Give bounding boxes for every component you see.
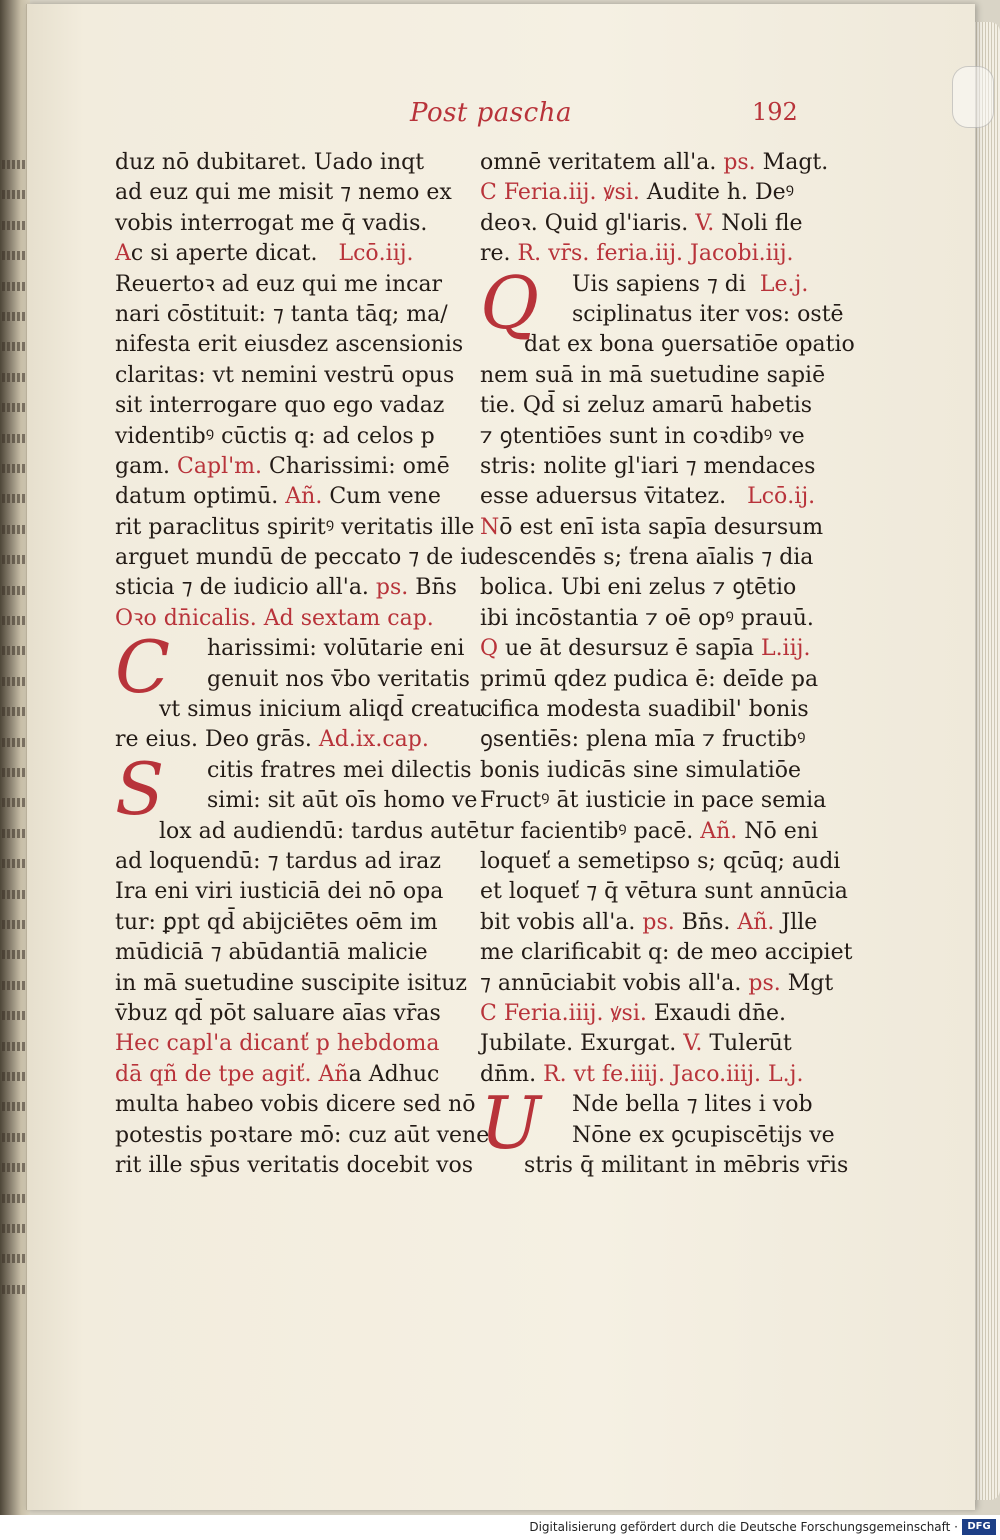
text-line [480, 391, 830, 421]
text-line [159, 786, 478, 816]
body-text: Nō eni [737, 818, 818, 844]
rubric-text: Lcō.iij. [338, 241, 414, 267]
text-line [480, 634, 830, 664]
previous-page-text-fragment [2, 1102, 28, 1111]
previous-page-text-fragment [2, 1072, 28, 1081]
previous-page-text-fragment [2, 190, 28, 199]
rubric-text: ps. [723, 150, 756, 175]
body-text: simi: sit aūt oīs homo ve [207, 788, 478, 814]
text-line [115, 908, 465, 938]
folio-number: 192 [752, 98, 798, 126]
left-column [115, 148, 490, 1181]
rubric-text: R. vt fe.iiij. Jaco.iiij. L.j. [543, 1061, 804, 1087]
body-text: bit vobis all'a. [480, 909, 643, 935]
previous-page-text-fragment [2, 829, 28, 838]
text-line [115, 391, 465, 421]
rubric-text: Añ. [700, 818, 738, 844]
body-text: dat ex bona ꝯuersatiōe opatio [524, 332, 855, 358]
right-column [480, 148, 855, 1181]
text-line [480, 938, 853, 968]
previous-page-text-fragment [2, 890, 28, 899]
body-text: gam. [115, 453, 178, 479]
body-text: bonis iudicās sine simulatiōe [480, 757, 802, 783]
text-line [115, 239, 465, 269]
text-line [115, 148, 465, 178]
text-line [159, 817, 480, 847]
text-line [524, 1090, 830, 1120]
previous-page-text-fragment [2, 282, 28, 291]
rubric-text: Q [480, 636, 499, 662]
body-text: vobis interrogat me q̄ vadis. [115, 210, 428, 236]
body-text: videntibꝰ cūctis q: ad celos p [115, 423, 435, 449]
page-tab-marker [952, 66, 994, 128]
body-text: Mgt [780, 970, 834, 996]
previous-page-text-fragment [2, 798, 28, 807]
body-text: claritas: vt nemini vestrū opus [115, 362, 455, 388]
body-text: harissimi: volūtarie eni [207, 636, 465, 662]
rubric-text: Ad.ix.cap. [318, 727, 429, 753]
body-text: loqueť a semetipso s; qcūq; audi [480, 848, 841, 874]
body-text: Jlle [774, 909, 818, 935]
rubric-text: ps. [748, 970, 781, 996]
body-text: stris q̄ militant in mēbris vr̄is [524, 1152, 849, 1178]
previous-page-text-fragment [2, 707, 28, 716]
text-line [115, 877, 465, 907]
body-text: tur: ꝑpt qd̄ abijciētes oēm im [115, 909, 438, 935]
body-text: me clarificabit q: de meo accipiet [480, 940, 853, 966]
text-line [115, 270, 465, 300]
previous-page-text-fragment [2, 221, 28, 230]
text-line [159, 665, 470, 695]
body-text: arguet mundū de peccato ⁊ de iu [115, 545, 482, 571]
previous-page-text-fragment [2, 677, 28, 686]
text-line [480, 725, 830, 755]
previous-page-text-fragment [2, 312, 28, 321]
body-text: Nōne ex ꝯcupiscētijs ve [572, 1122, 835, 1148]
text-line [524, 300, 844, 330]
dfg-logo: DFG [962, 1519, 996, 1535]
text-line [115, 513, 475, 543]
text-line [115, 1090, 476, 1120]
text-line [159, 756, 472, 786]
body-text: re eius. Deo grās. [115, 727, 319, 753]
body-text: Bn̄s [408, 575, 457, 601]
text-line [480, 148, 830, 178]
text-line [480, 543, 830, 573]
rubric-text: Añ. [737, 909, 775, 935]
rubric-text: R. vr̄s. feria.iij. Jacobi.iij. [517, 241, 794, 267]
running-head: Post pascha [410, 98, 572, 128]
body-text: Nde bella ⁊ lites i vob [572, 1092, 813, 1118]
previous-page-text-fragment [2, 373, 28, 382]
previous-page-text-fragment [2, 1011, 28, 1020]
body-text: Cum vene [322, 484, 441, 510]
text-line [115, 969, 465, 999]
previous-page-text-fragment [2, 1224, 28, 1233]
body-text: Fructꝰ āt iusticie in pace semia [480, 788, 827, 814]
text-line [115, 361, 465, 391]
rubric-text: A [115, 241, 131, 267]
text-line [115, 999, 465, 1029]
text-line [115, 482, 465, 512]
text-line [480, 908, 830, 938]
previous-page-text-fragment [2, 586, 28, 595]
previous-page-text-fragment [2, 434, 28, 443]
body-text: bolica. Ubi eni zelus ⁊ ꝯtētio [480, 575, 797, 601]
body-text: cifica modesta suadibil' bonis [480, 697, 809, 723]
previous-page-text-fragment [2, 981, 28, 990]
text-line [480, 422, 830, 452]
rubric-text: ps. [642, 909, 675, 935]
rubric-text: Lcō.ij. [747, 484, 816, 510]
left-text-top [115, 148, 482, 634]
left-text-initial-s [115, 756, 478, 817]
text-line [524, 270, 830, 300]
body-text: dn̄m. [480, 1061, 544, 1087]
funding-credit: Digitalisierung gefördert durch die Deutsche Forschungsgemeinschaft · [529, 1520, 958, 1534]
text-line [115, 209, 465, 239]
body-text: rit ille sp̄us veritatis docebit vos [115, 1152, 474, 1178]
previous-page-text-fragment [2, 859, 28, 868]
body-text: ue āt desursuz ē sapīa [498, 636, 761, 662]
text-line [480, 573, 830, 603]
body-text: potestis poꝛtare mō: cuz aūt vene [115, 1122, 490, 1148]
previous-page-text-fragment [2, 738, 28, 747]
body-text: multa habeo vobis dicere sed nō [115, 1092, 476, 1118]
body-text: sit interrogare quo ego vadaz [115, 393, 445, 419]
body-text: datum optimū. [115, 484, 286, 510]
previous-page-text-fragment [2, 1163, 28, 1172]
text-line [480, 969, 834, 999]
body-text: rit paraclitus spiritꝰ veritatis ille [115, 514, 475, 540]
rubric-text: Le.j. [759, 271, 809, 297]
body-text: lox ad audiendū: tardus autē [159, 818, 480, 844]
body-text: sticia ⁊ de iudicio all'a. [115, 575, 376, 601]
body-text: tur facientibꝰ pacē. [480, 818, 701, 844]
previous-page-text-fragment [2, 1133, 28, 1142]
text-line [115, 422, 465, 452]
body-text: primū qdez pudica ē: deīde pa [480, 666, 819, 692]
rubric-text: Añ. [285, 484, 323, 510]
body-text: duz nō dubitaret. Uado inqt [115, 150, 425, 175]
text-line [115, 1121, 490, 1151]
rubric-text: N [480, 514, 500, 540]
previous-page-text-fragment [2, 768, 28, 777]
rubric-text: ps. [375, 575, 409, 601]
body-text: Audite h. Deꝰ [639, 180, 795, 206]
body-text: omnē veritatem all'a. [480, 150, 724, 175]
previous-page-text-fragment [2, 1285, 28, 1294]
rubric-text: Hec capl'a dicanť p hebdoma [115, 1031, 440, 1057]
text-line [115, 1060, 465, 1090]
initial-letter-u: U [480, 1081, 541, 1166]
rubric-text: V. [683, 1031, 703, 1057]
text-line [115, 300, 465, 330]
body-text: v̄buz qd̄ pōt saluare aīas vr̄as [115, 1000, 441, 1026]
initial-block-c [115, 625, 470, 710]
body-text: mūdiciā ⁊ abūdantiā malicie [115, 940, 428, 966]
body-text: ad loquendū: ⁊ tardus ad iraz [115, 848, 441, 874]
body-text: descendēs s; ťrena aīalis ⁊ dia [480, 545, 814, 571]
body-text: a Adhuc [348, 1061, 440, 1087]
text-line [524, 1151, 849, 1181]
rubric-text: C Feria.iiij. ꝟsi. [480, 1000, 647, 1026]
initial-letter-s: S [115, 746, 165, 831]
body-text: ⁊ ꝯtentiōes sunt in coꝛdibꝰ ve [480, 423, 805, 449]
text-line [115, 543, 482, 573]
body-text: nari cōstituit: ⁊ tanta tāq; ma/ [115, 301, 448, 327]
previous-page-text-fragment [2, 525, 28, 534]
body-text: Magt. [755, 150, 829, 175]
initial-block-s [115, 746, 478, 831]
rubric-text: V. [695, 210, 715, 236]
text-line [115, 178, 465, 208]
rubric-text: Oꝛo dn̄icalis. Ad sextam cap. [115, 605, 434, 631]
text-line [115, 330, 465, 360]
initial-letter-c: C [115, 625, 171, 710]
text-line [115, 725, 465, 755]
body-text: c si aperte dicat. [130, 241, 339, 267]
text-line [115, 847, 465, 877]
body-text: ibi incōstantia ⁊ oē opꝰ prauū. [480, 605, 814, 631]
text-line [480, 482, 830, 512]
body-text: esse aduersus v̄itatez. [480, 484, 748, 510]
body-text: Tulerūt [702, 1031, 792, 1057]
body-text: citis fratres mei dilectis [207, 757, 472, 783]
previous-page-text-fragment [2, 251, 28, 260]
body-text: ꝯsentiēs: plena mīa ⁊ fructibꝰ [480, 727, 806, 753]
body-text: Charissimi: omē [262, 453, 450, 479]
body-text: stris: nolite gl'iari ⁊ mendaces [480, 453, 816, 479]
body-text: Noli fle [714, 210, 803, 236]
body-text: genuit nos v̄bo veritatis [207, 666, 470, 692]
previous-page-text-fragment [2, 1194, 28, 1203]
body-text: Reuertoꝛ ad euz qui me incar [115, 271, 443, 297]
body-text: Jubilate. Exurgat. [480, 1031, 684, 1057]
text-line [524, 1121, 835, 1151]
body-text: in mā suetudine suscipite isituz [115, 970, 467, 996]
text-line [480, 1029, 830, 1059]
previous-page-text-fragment [2, 920, 28, 929]
body-text: Uis sapiens ⁊ di [572, 271, 760, 297]
body-text: nifesta erit eiusdez ascensionis [115, 332, 464, 358]
left-text-bottom [115, 817, 490, 1182]
text-line [524, 330, 855, 360]
body-text: ⁊ annūciabit vobis all'a. [480, 970, 749, 996]
previous-page-text-fragment [2, 160, 28, 169]
text-line [115, 452, 465, 482]
text-line [115, 938, 465, 968]
initial-block-q [480, 260, 844, 345]
rubric-text: Capl'm. [177, 453, 263, 479]
body-text: tie. Qd̄ si zeluz amarū habetis [480, 393, 813, 419]
body-text: sciplinatus iter vos: ostē [572, 301, 844, 327]
text-line [480, 665, 830, 695]
body-text: re. [480, 241, 518, 267]
text-line [480, 604, 830, 634]
previous-page-text-fragment [2, 555, 28, 564]
previous-page-text-fragment [2, 1042, 28, 1051]
previous-page-text-fragment [2, 464, 28, 473]
text-line [480, 877, 848, 907]
text-line [480, 999, 830, 1029]
text-line [480, 847, 841, 877]
text-line [480, 786, 830, 816]
text-line [480, 695, 830, 725]
rubric-text: L.iij. [760, 636, 811, 662]
text-line [480, 513, 830, 543]
text-line [480, 817, 830, 847]
previous-page-text-fragment [2, 403, 28, 412]
body-text: et loqueť ⁊ q̄ vētura sunt annūcia [480, 879, 848, 905]
initial-letter-q: Q [480, 260, 540, 345]
body-text: vt simus inicium aliqd̄ creatu [159, 697, 483, 723]
body-text: nem suā in mā suetudine sapiē [480, 362, 826, 388]
previous-page-text-fragment [2, 494, 28, 503]
body-text: Exaudi dn̄e. [646, 1000, 786, 1026]
rubric-text: dā qñ de tpe agiť. Añ [115, 1061, 349, 1087]
text-line [159, 634, 465, 664]
previous-page-text-fragment [2, 646, 28, 655]
text-line [115, 1151, 474, 1181]
text-line [480, 209, 830, 239]
previous-page-text-fragment [2, 342, 28, 351]
body-text: Ira eni viri iusticiā dei nō opa [115, 879, 444, 905]
rubric-text: C Feria.iij. ꝟsi. [480, 180, 640, 206]
right-text-mid [480, 330, 855, 1090]
previous-page-text-fragment [2, 616, 28, 625]
text-line [115, 573, 465, 603]
previous-page-text-fragment [2, 1254, 28, 1263]
text-line [115, 1029, 465, 1059]
right-text-top [480, 148, 830, 270]
body-text: Bn̄s. [674, 909, 738, 935]
body-text: deoꝛ. Quid gl'iaris. [480, 210, 696, 236]
text-line [480, 178, 830, 208]
body-text: ad euz qui me misit ⁊ nemo ex [115, 180, 452, 206]
previous-page-text-fragment [2, 950, 28, 959]
text-line [480, 756, 830, 786]
text-line [159, 695, 483, 725]
text-line [480, 361, 830, 391]
text-line [480, 452, 830, 482]
body-text: ō est enī ista sapīa desursum [499, 514, 824, 540]
